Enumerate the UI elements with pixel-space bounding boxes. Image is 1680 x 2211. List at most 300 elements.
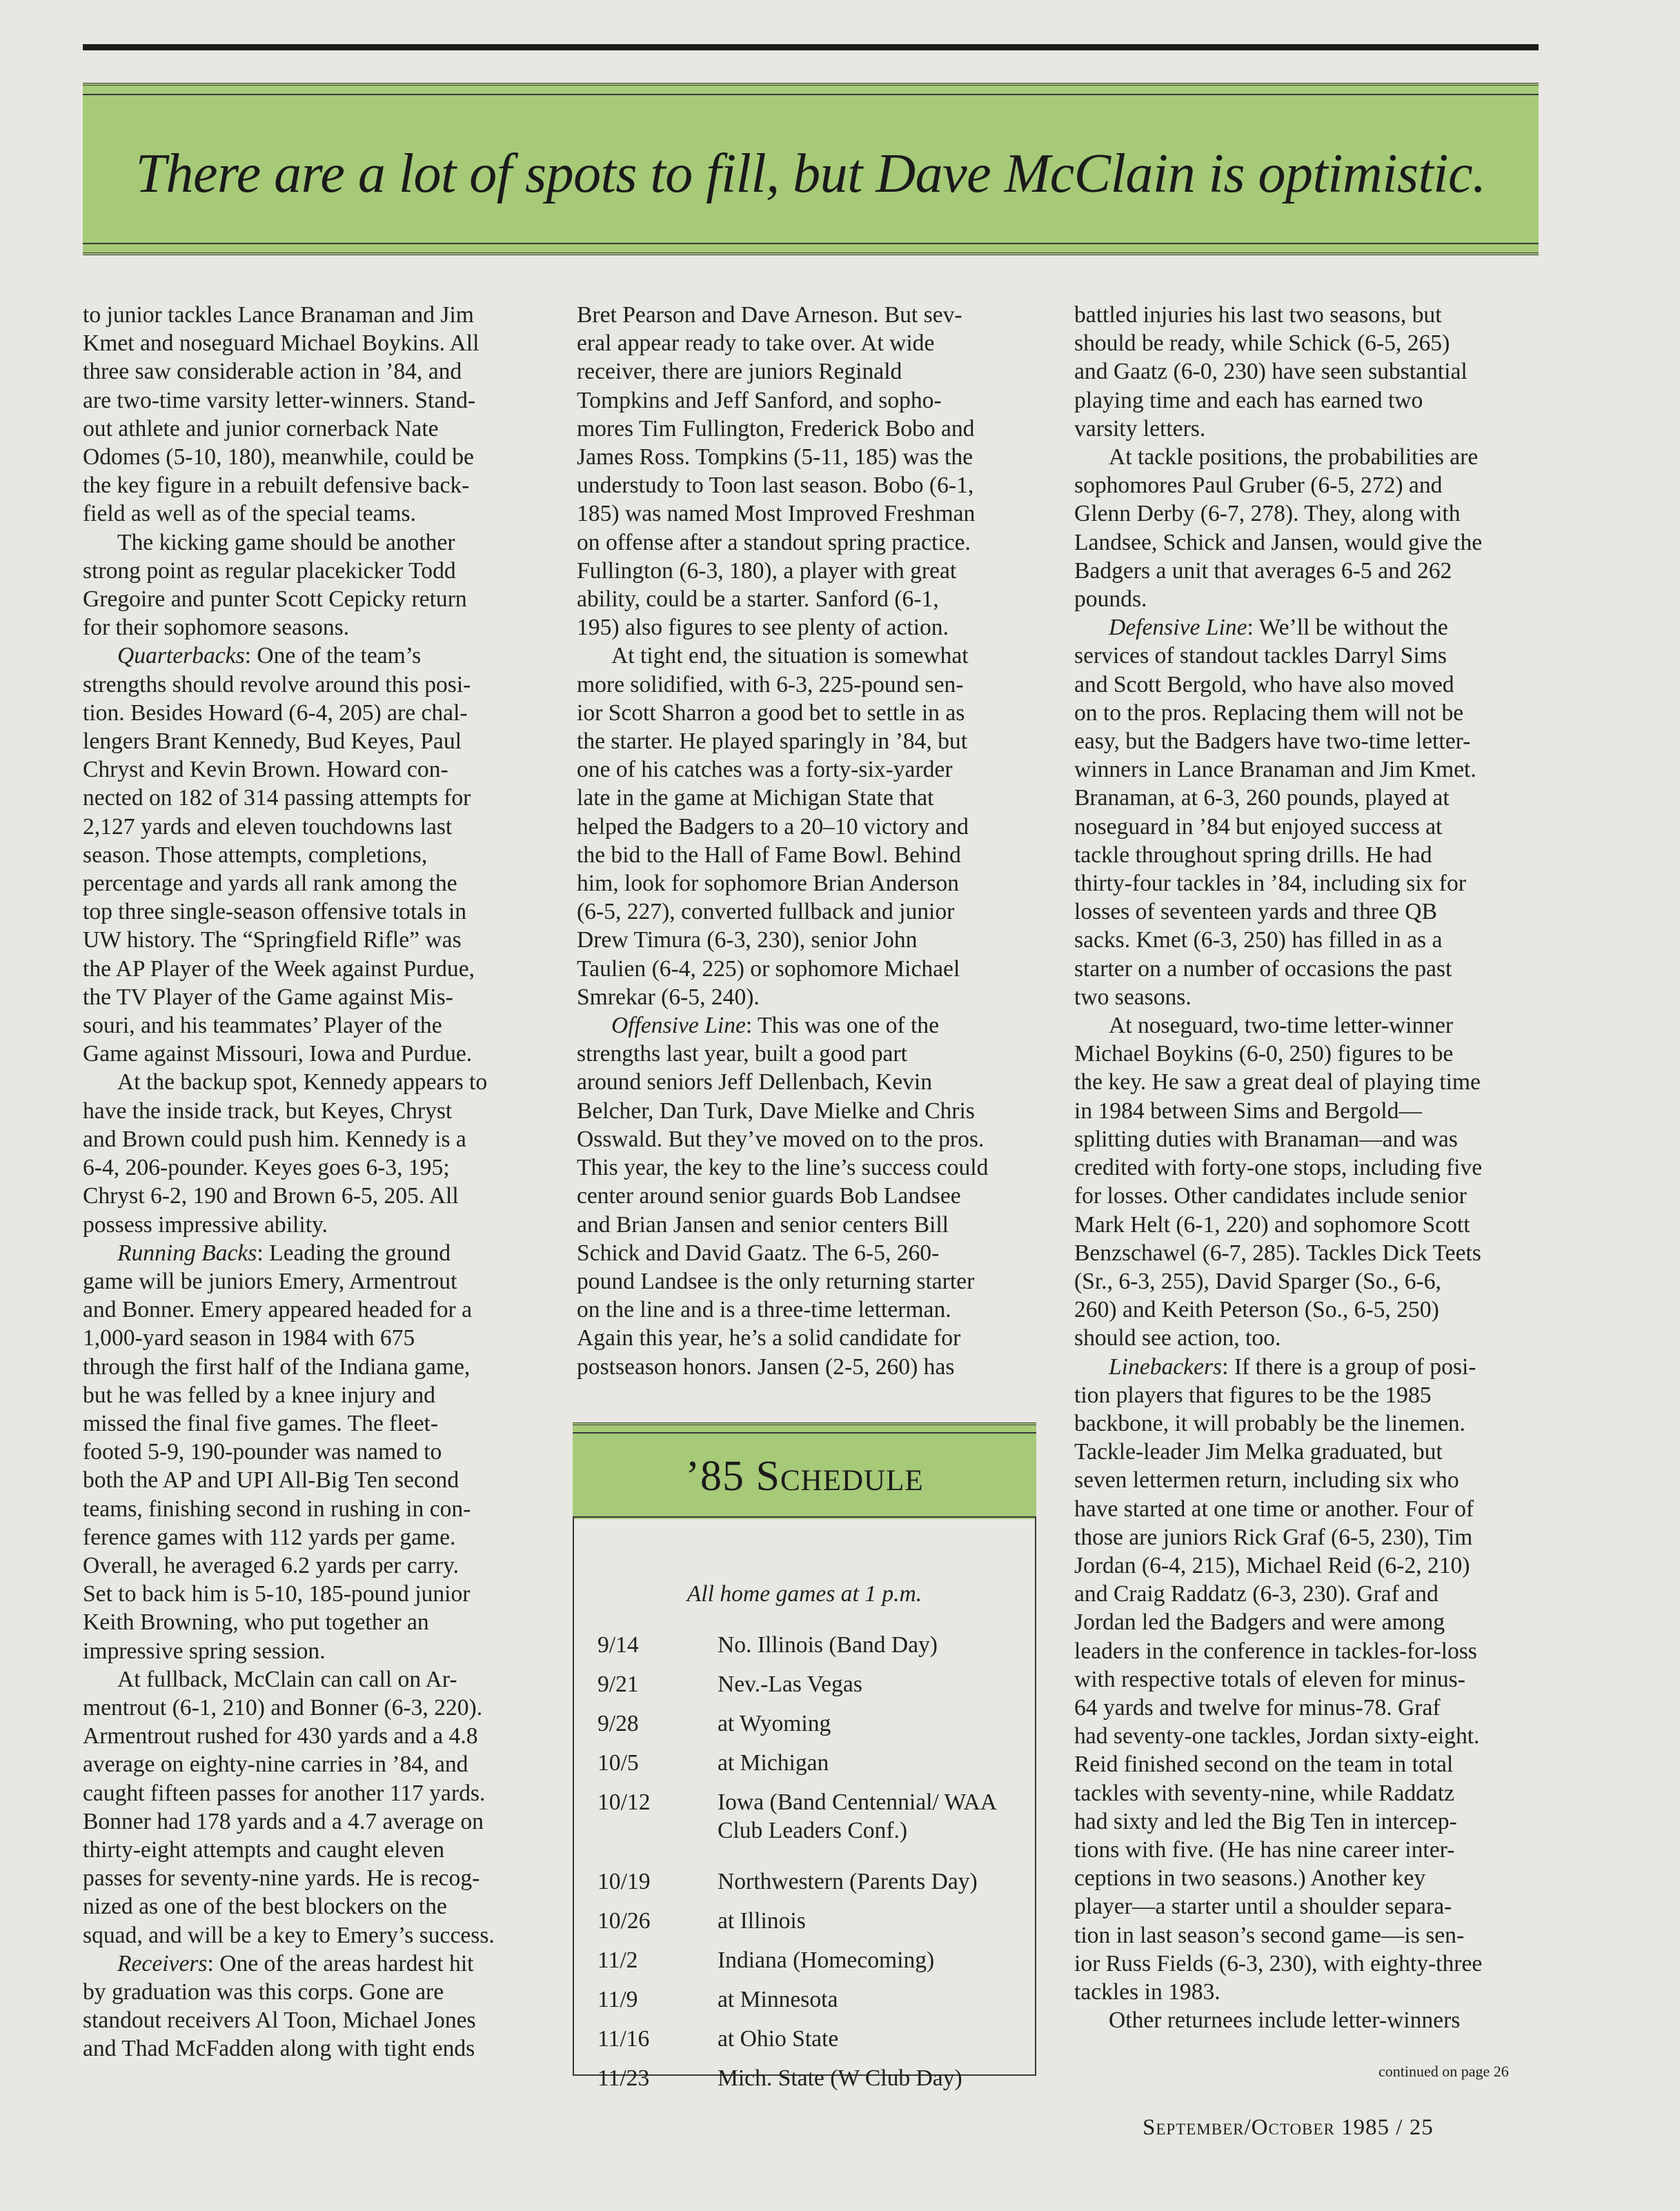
text-run: At noseguard, two-time letter-winner bbox=[1109, 1013, 1454, 1039]
game-date: 11/9 bbox=[597, 1987, 638, 2012]
text-line bbox=[1074, 528, 1530, 557]
text-run: field as well as of the special teams. bbox=[83, 501, 416, 527]
text-run: pounds. bbox=[1074, 586, 1147, 613]
text-run: understudy to Toon last season. Bobo (6-1, bbox=[577, 473, 974, 499]
text-run: Tackle-leader Jim Melka graduated, but bbox=[1074, 1439, 1443, 1465]
text-run: Branaman, at 6-3, 260 pounds, played at bbox=[1074, 785, 1450, 811]
text-line bbox=[577, 813, 1032, 841]
text-line bbox=[1074, 1495, 1530, 1523]
text-run: tion in last season’s second game—is sen- bbox=[1074, 1922, 1465, 1948]
text-line bbox=[1074, 869, 1530, 898]
text-run: Landsee, Schick and Jansen, would give the bbox=[1074, 529, 1483, 555]
text-run: teams, finishing second in rushing in con- bbox=[83, 1496, 471, 1522]
text-run: impressive spring session. bbox=[83, 1638, 326, 1664]
top-rule bbox=[83, 44, 1539, 50]
text-run: Keith Browning, who put together an bbox=[83, 1609, 429, 1636]
text-run: ference games with 112 yards per game. bbox=[83, 1524, 456, 1550]
text-line bbox=[1074, 1921, 1530, 1950]
text-run: : Leading the ground bbox=[257, 1240, 451, 1266]
text-run: have started at one time or another. Four of bbox=[1074, 1496, 1474, 1522]
text-line bbox=[83, 841, 538, 869]
text-run: Gregoire and punter Scott Cepicky return bbox=[83, 586, 467, 613]
text-line bbox=[83, 471, 538, 499]
text-line bbox=[83, 813, 538, 841]
text-line bbox=[1074, 1353, 1530, 1381]
text-run: At the backup spot, Kennedy appears to bbox=[117, 1069, 488, 1095]
text-line bbox=[83, 301, 538, 329]
game-date: 10/19 bbox=[597, 1869, 651, 1894]
text-line bbox=[1074, 613, 1530, 642]
text-line bbox=[1074, 1267, 1530, 1296]
text-line bbox=[83, 1694, 538, 1722]
text-line bbox=[83, 1779, 538, 1807]
text-line bbox=[83, 642, 538, 670]
schedule-rule bbox=[573, 1432, 1036, 1434]
text-run: are two-time varsity letter-winners. Stand- bbox=[83, 387, 476, 413]
text-line bbox=[83, 1750, 538, 1778]
text-run: Overall, he averaged 6.2 yards per carry. bbox=[83, 1552, 459, 1578]
text-line bbox=[1074, 1011, 1530, 1040]
text-run: player—a starter until a shoulder separa- bbox=[1074, 1894, 1452, 1920]
text-run: services of standout tackles Darryl Sims bbox=[1074, 643, 1447, 669]
text-line bbox=[83, 1978, 538, 2006]
text-line bbox=[83, 1551, 538, 1580]
game-opponent: at Michigan bbox=[718, 1750, 829, 1776]
text-run: thirty-four tackles in ’84, including six for bbox=[1074, 871, 1466, 897]
game-date: 10/5 bbox=[597, 1750, 639, 1776]
text-run: strong point as regular placekicker Todd bbox=[83, 557, 456, 584]
text-run: strengths should revolve around this posi- bbox=[83, 671, 471, 697]
text-line bbox=[1074, 2006, 1530, 2034]
text-line bbox=[83, 1466, 538, 1494]
text-run: varsity letters. bbox=[1074, 415, 1206, 442]
text-run: have the inside track, but Keyes, Chryst bbox=[83, 1098, 453, 1124]
text-line bbox=[83, 699, 538, 727]
section-label: Quarterbacks bbox=[117, 643, 245, 669]
game-date: 9/28 bbox=[597, 1711, 639, 1736]
game-date: 9/21 bbox=[597, 1672, 639, 1697]
column-right bbox=[1074, 301, 1530, 2034]
text-run: Jordan (6-4, 215), Michael Reid (6-2, 210) bbox=[1074, 1552, 1470, 1578]
text-run: UW history. The “Springfield Rifle” was bbox=[83, 927, 462, 953]
text-run: Belcher, Dan Turk, Dave Mielke and Chris bbox=[577, 1098, 975, 1124]
text-line bbox=[577, 329, 1032, 357]
text-line bbox=[1074, 926, 1530, 954]
text-line bbox=[577, 1353, 1032, 1381]
text-run: starter on a number of occasions the past bbox=[1074, 955, 1452, 982]
section-label: Receivers bbox=[117, 1950, 208, 1976]
text-run: sophomores Paul Gruber (6-5, 272) and bbox=[1074, 473, 1443, 499]
text-line bbox=[1074, 1779, 1530, 1807]
text-line bbox=[577, 301, 1032, 329]
text-line bbox=[577, 983, 1032, 1011]
text-line bbox=[1074, 1239, 1530, 1267]
game-opponent: Iowa (Band Centennial/ WAA Club Leaders Conf.) bbox=[718, 1789, 996, 1843]
text-line bbox=[1074, 1040, 1530, 1068]
text-line bbox=[577, 926, 1032, 954]
text-line bbox=[577, 1125, 1032, 1153]
text-run: noseguard in ’84 but enjoyed success at bbox=[1074, 813, 1443, 840]
text-run: for their sophomore seasons. bbox=[83, 615, 350, 641]
text-line bbox=[1074, 1551, 1530, 1580]
text-run: should see action, too. bbox=[1074, 1325, 1281, 1351]
text-line bbox=[83, 1665, 538, 1694]
text-line bbox=[1074, 983, 1530, 1011]
text-line bbox=[83, 2006, 538, 2034]
text-line bbox=[1074, 585, 1530, 613]
text-run: 64 yards and twelve for minus-78. Graf bbox=[1074, 1694, 1441, 1721]
text-run: : This was one of the bbox=[745, 1013, 939, 1039]
text-run: Tompkins and Jeff Sanford, and sopho- bbox=[577, 387, 942, 413]
text-run: tion. Besides Howard (6-4, 205) are chal- bbox=[83, 700, 468, 726]
text-line bbox=[577, 1040, 1032, 1068]
text-line bbox=[83, 1836, 538, 1864]
text-line bbox=[577, 869, 1032, 898]
text-run: out athlete and junior cornerback Nate bbox=[83, 415, 439, 442]
text-line bbox=[1074, 557, 1530, 585]
text-line bbox=[83, 1211, 538, 1239]
text-run: on to the pros. Replacing them will not be bbox=[1074, 700, 1464, 726]
game-opponent: Northwestern (Parents Day) bbox=[718, 1869, 978, 1894]
text-line bbox=[83, 1068, 538, 1096]
schedule-box bbox=[573, 1422, 1036, 2091]
text-line bbox=[83, 1381, 538, 1409]
game-date: 9/14 bbox=[597, 1632, 639, 1658]
text-run: Kmet and noseguard Michael Boykins. All bbox=[83, 330, 480, 357]
text-line bbox=[83, 755, 538, 784]
text-run: but he was felled by a knee injury and bbox=[83, 1382, 435, 1408]
text-run: and Gaatz (6-0, 230) have seen substantial bbox=[1074, 359, 1467, 385]
game-date: 10/26 bbox=[597, 1908, 651, 1934]
headline-banner bbox=[83, 83, 1539, 255]
text-line bbox=[577, 1239, 1032, 1267]
text-run: top three single-season offensive totals in bbox=[83, 899, 467, 925]
text-run: missed the final five games. The fleet- bbox=[83, 1410, 439, 1436]
text-run: ceptions in two seasons.) Another key bbox=[1074, 1865, 1426, 1892]
game-opponent: at Illinois bbox=[718, 1908, 806, 1934]
section-label: Offensive Line bbox=[611, 1013, 746, 1039]
text-line bbox=[83, 1580, 538, 1608]
text-line bbox=[1074, 784, 1530, 812]
text-line bbox=[83, 1637, 538, 1665]
section-label: Linebackers bbox=[1109, 1354, 1223, 1380]
text-line bbox=[577, 1011, 1032, 1040]
text-line bbox=[1074, 1125, 1530, 1153]
text-line bbox=[1074, 1296, 1530, 1324]
text-run: had sixty and led the Big Ten in intercep- bbox=[1074, 1808, 1457, 1834]
text-run: the key figure in a rebuilt defensive back- bbox=[83, 473, 470, 499]
text-run: game will be juniors Emery, Armentrout bbox=[83, 1268, 457, 1294]
text-line bbox=[83, 415, 538, 443]
text-run: helped the Badgers to a 20–10 victory and bbox=[577, 813, 969, 840]
game-opponent: Mich. State (W Club Day) bbox=[718, 2065, 962, 2091]
text-line bbox=[83, 1523, 538, 1551]
text-run: to junior tackles Lance Branaman and Jim bbox=[83, 302, 474, 328]
text-run: backbone, it will probably be the linemen. bbox=[1074, 1410, 1465, 1436]
text-line bbox=[1074, 1409, 1530, 1438]
text-line bbox=[577, 898, 1032, 926]
text-line bbox=[83, 557, 538, 585]
text-run: mentrout (6-1, 210) and Bonner (6-3, 220). bbox=[83, 1694, 483, 1721]
text-run: caught fifteen passes for another 117 yards. bbox=[83, 1780, 486, 1806]
section-label: Defensive Line bbox=[1109, 615, 1247, 641]
text-run: leaders in the conference in tackles-for-loss bbox=[1074, 1638, 1477, 1664]
text-run: the bid to the Hall of Fame Bowl. Behind bbox=[577, 842, 961, 868]
text-line bbox=[1074, 499, 1530, 528]
text-run: and Brian Jansen and senior centers Bill bbox=[577, 1211, 949, 1238]
text-line bbox=[1074, 1665, 1530, 1694]
text-run: splitting duties with Branaman—and was bbox=[1074, 1126, 1458, 1152]
text-line bbox=[577, 471, 1032, 499]
text-run: by graduation was this corps. Gone are bbox=[83, 1979, 444, 2005]
text-line bbox=[1074, 1182, 1530, 1210]
column-left bbox=[83, 301, 538, 2063]
text-run: souri, and his teammates’ Player of the bbox=[83, 1013, 442, 1039]
text-run: mores Tim Fullington, Frederick Bobo and bbox=[577, 415, 975, 442]
text-line bbox=[1074, 813, 1530, 841]
text-line bbox=[577, 415, 1032, 443]
text-run: nized as one of the best blockers on the bbox=[83, 1894, 447, 1920]
text-line bbox=[83, 1438, 538, 1466]
text-line bbox=[1074, 1608, 1530, 1636]
text-line bbox=[83, 386, 538, 415]
text-run: Chryst and Kevin Brown. Howard con- bbox=[83, 757, 448, 783]
text-run: lengers Brant Kennedy, Bud Keyes, Paul bbox=[83, 728, 462, 755]
text-line bbox=[1074, 1153, 1530, 1182]
banner-rule bbox=[83, 94, 1539, 95]
text-run: and Brown could push him. Kennedy is a bbox=[83, 1126, 466, 1152]
game-date: 11/2 bbox=[597, 1947, 638, 1973]
text-run: Set to back him is 5-10, 185-pound junior bbox=[83, 1581, 471, 1607]
text-line bbox=[83, 1182, 538, 1210]
text-line bbox=[1074, 1523, 1530, 1551]
text-run: nected on 182 of 314 passing attempts for bbox=[83, 785, 471, 811]
text-run: : We’ll be without the bbox=[1247, 615, 1448, 641]
text-line bbox=[1074, 955, 1530, 983]
text-line bbox=[577, 1153, 1032, 1182]
text-run: Game against Missouri, Iowa and Purdue. bbox=[83, 1041, 473, 1067]
text-line bbox=[1074, 329, 1530, 357]
text-line bbox=[83, 1153, 538, 1182]
text-run: squad, and will be a key to Emery’s success. bbox=[83, 1922, 495, 1948]
text-run: Other returnees include letter-winners bbox=[1109, 2007, 1461, 2034]
text-run: : If there is a group of posi- bbox=[1222, 1354, 1476, 1380]
text-run: The kicking game should be another bbox=[117, 529, 455, 555]
text-run: (Sr., 6-3, 255), David Sparger (So., 6-6, bbox=[1074, 1268, 1441, 1294]
text-run: eral appear ready to take over. At wide bbox=[577, 330, 935, 357]
text-run: tions with five. (He has nine career inter- bbox=[1074, 1836, 1455, 1863]
text-line bbox=[83, 898, 538, 926]
text-run: credited with forty-one stops, including five bbox=[1074, 1155, 1483, 1181]
text-line bbox=[83, 784, 538, 812]
text-run: strengths last year, built a good part bbox=[577, 1041, 907, 1067]
text-line bbox=[1074, 1722, 1530, 1750]
text-run: on offense after a standout spring practice. bbox=[577, 529, 971, 555]
text-line bbox=[1074, 357, 1530, 386]
text-line bbox=[83, 1296, 538, 1324]
text-line bbox=[1074, 1637, 1530, 1665]
schedule-title: ’85 Schedule bbox=[685, 1452, 924, 1500]
text-run: two seasons. bbox=[1074, 984, 1192, 1010]
text-run: ior Russ Fields (6-3, 230), with eighty-three bbox=[1074, 1950, 1483, 1976]
text-run: ability, could be a starter. Sanford (6-1, bbox=[577, 586, 939, 613]
text-line bbox=[1074, 642, 1530, 670]
text-run: on the line and is a three-time letterman. bbox=[577, 1297, 951, 1323]
section-label: Running Backs bbox=[117, 1240, 257, 1266]
text-run: possess impressive ability. bbox=[83, 1211, 328, 1238]
banner-rule bbox=[83, 243, 1539, 244]
text-line bbox=[83, 1608, 538, 1636]
text-run: one of his catches was a forty-six-yarder bbox=[577, 757, 953, 783]
text-line bbox=[1074, 1580, 1530, 1608]
text-run: easy, but the Badgers have two-time letter- bbox=[1074, 728, 1471, 755]
game-opponent: at Minnesota bbox=[718, 1987, 838, 2012]
text-line bbox=[83, 1097, 538, 1125]
text-run: ior Scott Sharron a good bet to settle in as bbox=[577, 700, 965, 726]
text-line bbox=[1074, 1211, 1530, 1239]
text-run: Armentrout rushed for 430 yards and a 4.8 bbox=[83, 1723, 478, 1749]
text-line bbox=[1074, 1694, 1530, 1722]
text-line bbox=[83, 1040, 538, 1068]
text-run: Schick and David Gaatz. The 6-5, 260- bbox=[577, 1240, 940, 1266]
text-line bbox=[83, 869, 538, 898]
text-run: tackle throughout spring drills. He had bbox=[1074, 842, 1432, 868]
text-run: around seniors Jeff Dellenbach, Kevin bbox=[577, 1069, 933, 1095]
text-line bbox=[83, 1011, 538, 1040]
text-run: (6-5, 227), converted fullback and junior bbox=[577, 899, 955, 925]
text-run: passes for seventy-nine yards. He is recog- bbox=[83, 1865, 480, 1892]
schedule-list bbox=[573, 1516, 1036, 2091]
text-line bbox=[577, 1097, 1032, 1125]
text-line bbox=[1074, 1381, 1530, 1409]
text-run: playing time and each has earned two bbox=[1074, 387, 1423, 413]
text-line bbox=[577, 357, 1032, 386]
headline: There are a lot of spots to fill, but Dave McClain is optimistic. bbox=[135, 143, 1486, 204]
text-run: Reid finished second on the team in total bbox=[1074, 1752, 1454, 1778]
text-line bbox=[83, 727, 538, 755]
text-line bbox=[1074, 898, 1530, 926]
text-line bbox=[1074, 1438, 1530, 1466]
text-run: those are juniors Rick Graf (6-5, 230), Tim bbox=[1074, 1524, 1473, 1550]
text-run: Bonner had 178 yards and a 4.7 average on bbox=[83, 1808, 484, 1834]
text-line bbox=[577, 443, 1032, 471]
text-line bbox=[577, 1324, 1032, 1352]
text-run: had seventy-one tackles, Jordan sixty-eight. bbox=[1074, 1723, 1480, 1749]
text-line bbox=[83, 1324, 538, 1352]
text-run: season. Those attempts, completions, bbox=[83, 842, 428, 868]
text-line bbox=[83, 443, 538, 471]
game-opponent: at Ohio State bbox=[718, 2026, 839, 2052]
text-run: tion players that figures to be the 1985 bbox=[1074, 1382, 1432, 1408]
text-run: standout receivers Al Toon, Michael Jones bbox=[83, 2007, 476, 2034]
text-run: Chryst 6-2, 190 and Brown 6-5, 205. All bbox=[83, 1183, 459, 1209]
text-line bbox=[1074, 727, 1530, 755]
page-footer: September/October 1985 / 25 bbox=[1143, 2115, 1434, 2140]
text-run: the TV Player of the Game against Mis- bbox=[83, 984, 453, 1010]
text-run: footed 5-9, 190-pounder was named to bbox=[83, 1439, 442, 1465]
text-line bbox=[83, 2034, 538, 2063]
text-line bbox=[1074, 301, 1530, 329]
text-run: 185) was named Most Improved Freshman bbox=[577, 501, 976, 527]
text-line bbox=[1074, 671, 1530, 699]
text-run: 195) also figures to see plenty of action. bbox=[577, 615, 949, 641]
text-run: center around senior guards Bob Landsee bbox=[577, 1183, 961, 1209]
text-line bbox=[1074, 1750, 1530, 1778]
text-line bbox=[577, 727, 1032, 755]
text-run: Taulien (6-4, 225) or sophomore Michael bbox=[577, 955, 960, 982]
text-line bbox=[577, 784, 1032, 812]
text-line bbox=[1074, 1864, 1530, 1892]
game-opponent: at Wyoming bbox=[718, 1711, 831, 1736]
text-line bbox=[577, 386, 1032, 415]
text-line bbox=[83, 1807, 538, 1836]
text-line bbox=[83, 1864, 538, 1892]
text-line bbox=[577, 613, 1032, 642]
text-line bbox=[83, 1892, 538, 1921]
text-run: the key. He saw a great deal of playing time bbox=[1074, 1069, 1481, 1095]
text-run: Jordan led the Badgers and were among bbox=[1074, 1609, 1445, 1636]
schedule-header bbox=[573, 1422, 1036, 1519]
text-run: Bret Pearson and Dave Arneson. But sev- bbox=[577, 302, 962, 328]
text-line bbox=[577, 755, 1032, 784]
text-run: At fullback, McClain can call on Ar- bbox=[117, 1666, 457, 1692]
text-run: should be ready, while Schick (6-5, 265) bbox=[1074, 330, 1450, 357]
text-line bbox=[1074, 841, 1530, 869]
game-opponent: Indiana (Homecoming) bbox=[718, 1947, 935, 1973]
text-run: and Craig Raddatz (6-3, 230). Graf and bbox=[1074, 1581, 1439, 1607]
text-line bbox=[577, 642, 1032, 670]
text-run: tackles in 1983. bbox=[1074, 1979, 1221, 2005]
text-run: Glenn Derby (6-7, 278). They, along with bbox=[1074, 501, 1461, 527]
text-run: average on eighty-nine carries in ’84, and bbox=[83, 1752, 468, 1778]
text-line bbox=[83, 1950, 538, 1978]
text-line bbox=[1074, 1978, 1530, 2006]
text-line bbox=[577, 1296, 1032, 1324]
text-line bbox=[83, 1267, 538, 1296]
text-run: Michael Boykins (6-0, 250) figures to be bbox=[1074, 1041, 1454, 1067]
text-line bbox=[577, 1267, 1032, 1296]
text-line bbox=[1074, 1892, 1530, 1921]
text-run: and Bonner. Emery appeared headed for a bbox=[83, 1297, 473, 1323]
text-run: losses of seventeen yards and three QB bbox=[1074, 899, 1437, 925]
text-run: Osswald. But they’ve moved on to the pros. bbox=[577, 1126, 985, 1152]
text-line bbox=[1074, 415, 1530, 443]
text-line bbox=[83, 585, 538, 613]
text-run: Benzschawel (6-7, 285). Tackles Dick Teets bbox=[1074, 1240, 1481, 1266]
text-line bbox=[1074, 471, 1530, 499]
game-date: 10/12 bbox=[597, 1789, 651, 1815]
text-run: Mark Helt (6-1, 220) and sophomore Scott bbox=[1074, 1211, 1470, 1238]
text-run: with respective totals of eleven for minus- bbox=[1074, 1666, 1465, 1692]
text-run: pound Landsee is the only returning starter bbox=[577, 1268, 975, 1294]
text-line bbox=[577, 671, 1032, 699]
text-line bbox=[1074, 755, 1530, 784]
text-line bbox=[577, 499, 1032, 528]
text-run: James Ross. Tompkins (5-11, 185) was the bbox=[577, 444, 974, 470]
text-line bbox=[83, 1239, 538, 1267]
text-line bbox=[577, 841, 1032, 869]
text-line bbox=[83, 1722, 538, 1750]
text-run: through the first half of the Indiana game, bbox=[83, 1354, 471, 1380]
text-line bbox=[83, 1125, 538, 1153]
text-run: seven lettermen return, including six who bbox=[1074, 1467, 1459, 1494]
text-line bbox=[1074, 1097, 1530, 1125]
text-run: the starter. He played sparingly in ’84, but bbox=[577, 728, 968, 755]
text-line bbox=[1074, 1466, 1530, 1494]
text-run: and Thad McFadden along with tight ends bbox=[83, 2036, 475, 2062]
text-line bbox=[1074, 386, 1530, 415]
continued-note: continued on page 26 bbox=[1378, 2063, 1509, 2080]
